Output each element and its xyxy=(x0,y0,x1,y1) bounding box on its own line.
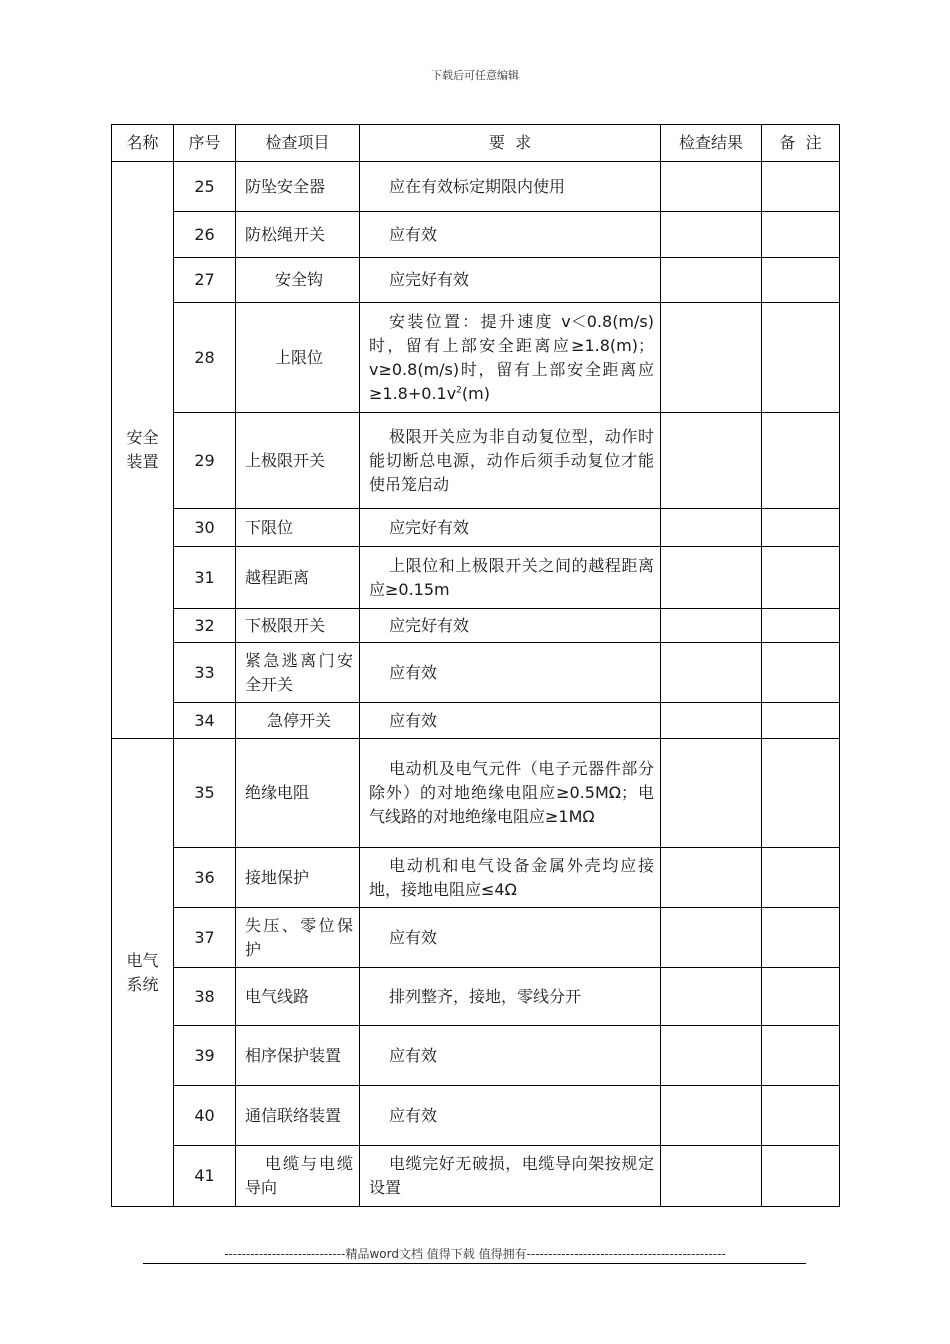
note-cell xyxy=(762,643,840,703)
row-item: 下极限开关 xyxy=(236,609,360,643)
row-item: 电气线路 xyxy=(236,968,360,1026)
row-no: 35 xyxy=(174,739,236,848)
row-item: 上极限开关 xyxy=(236,413,360,509)
header-req: 要 求 xyxy=(360,125,661,162)
row-no: 26 xyxy=(174,212,236,258)
note-cell xyxy=(762,1026,840,1086)
row-item: 防松绳开关 xyxy=(236,212,360,258)
result-cell xyxy=(661,643,762,703)
footer-rule xyxy=(143,1263,806,1264)
table-row xyxy=(112,212,840,258)
note-cell xyxy=(762,509,840,547)
header-no: 序号 xyxy=(174,125,236,162)
row-req: 应有效 xyxy=(360,212,661,258)
result-cell xyxy=(661,1086,762,1146)
table-row xyxy=(112,609,840,643)
row-no: 33 xyxy=(174,643,236,703)
row-no: 39 xyxy=(174,1026,236,1086)
row-req-unit: (m) xyxy=(461,383,490,403)
row-req: 应有效 xyxy=(360,1086,661,1146)
result-cell xyxy=(661,303,762,413)
row-no: 32 xyxy=(174,609,236,643)
result-cell xyxy=(661,908,762,968)
header-name: 名称 xyxy=(112,125,174,162)
row-req: 应完好有效 xyxy=(360,258,661,303)
row-req: 极限开关应为非自动复位型，动作时能切断总电源，动作后须手动复位才能使吊笼启动 xyxy=(360,413,661,509)
row-req: 应完好有效 xyxy=(360,509,661,547)
result-cell xyxy=(661,968,762,1026)
row-req xyxy=(360,303,661,413)
table-row xyxy=(112,162,840,212)
table-row xyxy=(112,1086,840,1146)
header-note: 备 注 xyxy=(762,125,840,162)
row-item: 防坠安全器 xyxy=(236,162,360,212)
note-cell xyxy=(762,212,840,258)
note-cell xyxy=(762,413,840,509)
row-no: 40 xyxy=(174,1086,236,1146)
row-req: 应有效 xyxy=(360,643,661,703)
row-item: 下限位 xyxy=(236,509,360,547)
result-cell xyxy=(661,609,762,643)
note-cell xyxy=(762,1146,840,1207)
table-row xyxy=(112,968,840,1026)
result-cell xyxy=(661,509,762,547)
row-no: 29 xyxy=(174,413,236,509)
row-no: 27 xyxy=(174,258,236,303)
row-no: 31 xyxy=(174,547,236,609)
result-cell xyxy=(661,1026,762,1086)
row-no: 34 xyxy=(174,703,236,739)
row-item: 安全钩 xyxy=(236,258,360,303)
result-cell xyxy=(661,212,762,258)
table-row xyxy=(112,739,840,848)
row-item: 相序保护装置 xyxy=(236,1026,360,1086)
header-result: 检查结果 xyxy=(661,125,762,162)
result-cell xyxy=(661,703,762,739)
row-no: 30 xyxy=(174,509,236,547)
row-req: 排列整齐，接地，零线分开 xyxy=(360,968,661,1026)
row-req: 上限位和上极限开关之间的越程距离应≥0.15m xyxy=(360,547,661,609)
row-no: 36 xyxy=(174,848,236,908)
row-item: 通信联络装置 xyxy=(236,1086,360,1146)
row-no: 38 xyxy=(174,968,236,1026)
note-cell xyxy=(762,968,840,1026)
table-row xyxy=(112,643,840,703)
group-safety: 安全 装置 xyxy=(112,162,174,739)
header-item: 检查项目 xyxy=(236,125,360,162)
page-footer: ----------------------------精品word文档 值得下载 值得拥有---------------------------------------------- xyxy=(224,1247,726,1261)
row-req: 应在有效标定期限内使用 xyxy=(360,162,661,212)
note-cell xyxy=(762,609,840,643)
row-no: 41 xyxy=(174,1146,236,1207)
table-row xyxy=(112,258,840,303)
table-row xyxy=(112,848,840,908)
inspection-table xyxy=(111,124,840,1207)
table-row xyxy=(112,1026,840,1086)
row-req-text: 安装位置：提升速度 v＜0.8(m/s) 时，留有上部安全距离应≥1.8(m)；v≥0.8(m/s)时，留有上部安全距离应≥1.8+0.1v xyxy=(369,311,654,403)
note-cell xyxy=(762,258,840,303)
note-cell xyxy=(762,303,840,413)
row-no: 28 xyxy=(174,303,236,413)
result-cell xyxy=(661,258,762,303)
result-cell xyxy=(661,739,762,848)
result-cell xyxy=(661,1146,762,1207)
table-row xyxy=(112,908,840,968)
note-cell xyxy=(762,1086,840,1146)
result-cell xyxy=(661,162,762,212)
table-row xyxy=(112,303,840,413)
row-item: 急停开关 xyxy=(236,703,360,739)
group-electric: 电气 系统 xyxy=(112,739,174,1207)
table-row xyxy=(112,509,840,547)
note-cell xyxy=(762,739,840,848)
note-cell xyxy=(762,848,840,908)
row-item: 电缆与电缆导向 xyxy=(236,1146,360,1207)
note-cell xyxy=(762,908,840,968)
note-cell xyxy=(762,703,840,739)
row-req: 电动机和电气设备金属外壳均应接地，接地电阻应≤4Ω xyxy=(360,848,661,908)
row-req: 应有效 xyxy=(360,908,661,968)
table-row xyxy=(112,413,840,509)
row-item: 接地保护 xyxy=(236,848,360,908)
row-item: 紧急逃离门安全开关 xyxy=(236,643,360,703)
row-item: 越程距离 xyxy=(236,547,360,609)
table-header-row xyxy=(112,125,840,162)
result-cell xyxy=(661,848,762,908)
table-row xyxy=(112,547,840,609)
row-item: 失压、零位保护 xyxy=(236,908,360,968)
row-req: 电动机及电气元件（电子元器件部分除外）的对地绝缘电阻应≥0.5MΩ；电气线路的对地绝缘电阻应≥1MΩ xyxy=(360,739,661,848)
result-cell xyxy=(661,547,762,609)
row-req: 应完好有效 xyxy=(360,609,661,643)
table-row xyxy=(112,703,840,739)
note-cell xyxy=(762,162,840,212)
page-header: 下载后可任意编辑 xyxy=(431,69,519,82)
row-no: 37 xyxy=(174,908,236,968)
row-req: 应有效 xyxy=(360,1026,661,1086)
row-req: 电缆完好无破损，电缆导向架按规定设置 xyxy=(360,1146,661,1207)
note-cell xyxy=(762,547,840,609)
row-req-superscript: 2 xyxy=(456,385,462,396)
row-item: 上限位 xyxy=(236,303,360,413)
row-no: 25 xyxy=(174,162,236,212)
table-row xyxy=(112,1146,840,1207)
row-req: 应有效 xyxy=(360,703,661,739)
result-cell xyxy=(661,413,762,509)
row-item: 绝缘电阻 xyxy=(236,739,360,848)
